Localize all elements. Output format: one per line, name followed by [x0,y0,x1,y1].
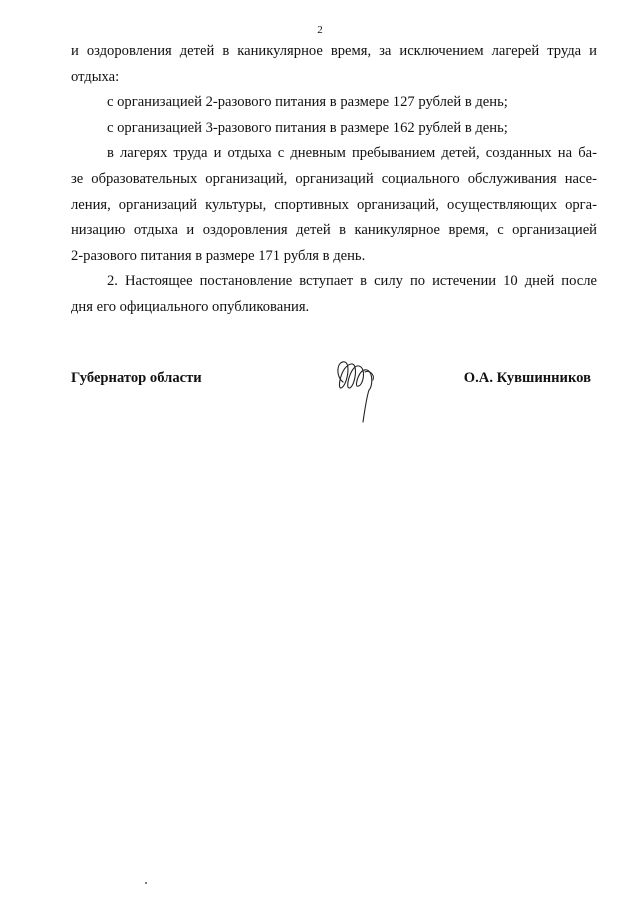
text-line: в лагерях труда и отдыха с дневным пребыванием детей, созданных на ба- [107,145,597,162]
paragraph-effective-date [71,269,597,320]
signer-name: О.А. Кувшинников [463,370,591,386]
paragraph-two-meals [71,90,597,116]
text-line: зе образовательных организаций, организаций социального обслуживания насе- [71,170,597,187]
signer-title: Губернатор области [71,370,202,386]
text-line: с организацией 3-разового питания в размере 162 рублей в день; [107,119,508,136]
text-line: ления, организаций культуры, спортивных организаций, осуществляющих орга- [71,196,597,213]
paragraph-three-meals [71,116,597,142]
handwritten-signature [329,352,389,432]
text-line: и оздоровления детей в каникулярное время, за исключением лагерей труда и [71,43,597,59]
text-line: 2-разового питания в размере 171 рубля в день. [71,247,366,264]
scan-speck [145,882,147,884]
text-line: с организацией 2-разового питания в размере 127 рублей в день; [107,94,508,111]
paragraph-continuation [71,39,597,90]
signature-block [71,370,591,440]
text-line: дня его официального опубликования. [71,298,310,315]
text-line: низацию отдыха и оздоровления детей в каникулярное время, с организацией [71,222,597,239]
paragraph-labor-camps [71,141,597,269]
text-line: 2. Настоящее постановление вступает в силу по истечении 10 дней после [107,273,597,290]
page-number: 2 [317,24,323,36]
text-line: отдыха: [71,68,120,85]
document-body [71,39,597,321]
